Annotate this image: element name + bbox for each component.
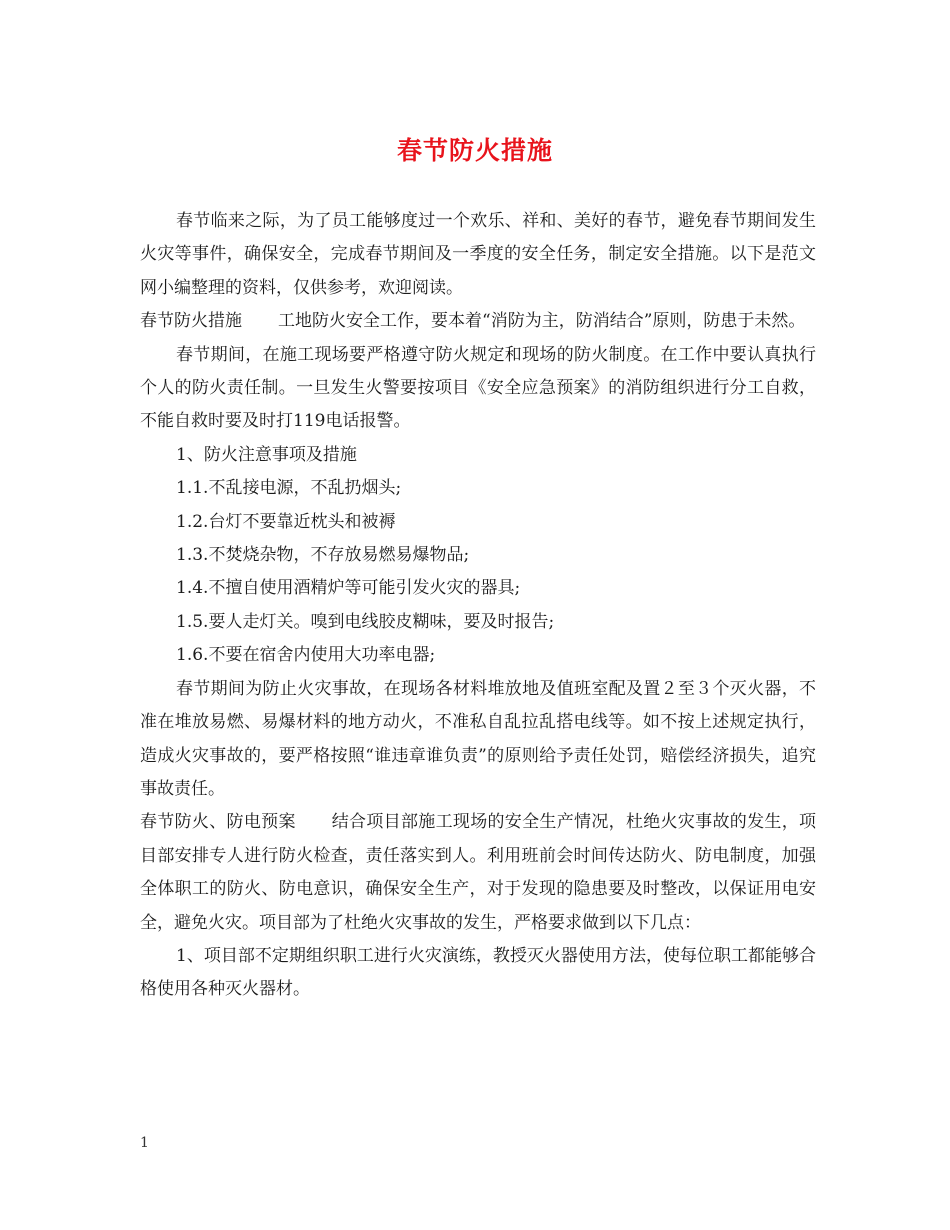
- intro-paragraph: 春节临来之际，为了员工能够度过一个欢乐、祥和、美好的春节，避免春节期间发生火灾等事件，确保安全，完成春节期间及一季度的安全任务，制定安全措施。以下是范文网小编整理的资料，仅供参考，欢迎阅读。: [140, 211, 816, 298]
- list-item: 1.3.不焚烧杂物，不存放易燃易爆物品;: [176, 545, 470, 566]
- list-item: 1.2.台灯不要靠近枕头和被褥: [176, 511, 396, 532]
- body-paragraph-extinguishers: 春节期间为防止火灾事故，在现场各材料堆放地及值班室配及置２至３个灭火器，不准在堆放易燃、易爆材料的地方动火，不准私自乱拉乱搭电线等。如不按上述规定执行，造成火灾事故的，要严格按照“谁违章谁负责”的原则给予责任处罚，赔偿经济损失，追究事故责任。: [140, 678, 816, 799]
- section-paragraph-fire-measures: [140, 305, 816, 338]
- section-heading-fire-electric-plan: 春节防火、防电预案: [140, 812, 296, 833]
- list-item: 1.6.不要在宿舍内使用大功率电器;: [176, 645, 436, 666]
- body-paragraph-drills: 1、项目部不定期组织职工进行火灾演练，教授灭火器使用方法，使每位职工都能够合格使用各种灭火器材。: [140, 945, 816, 1000]
- section-text-fire-electric-plan: 结合项目部施工现场的安全生产情况，杜绝火灾事故的发生，项目部安排专人进行防火检查，责任落实到人。利用班前会时间传达防火、防电制度，加强全体职工的防火、防电意识，确保安全生产，对于发现的隐患要及时整改，以保证用电安全，避免火灾。项目部为了杜绝火灾事故的发生，严格要求做到以下几点：: [140, 812, 816, 933]
- list-item: 1.5.要人走灯关。嗅到电线胶皮糊味，要及时报告;: [176, 611, 555, 632]
- document-body: [140, 205, 816, 1007]
- page-number: 1: [140, 1135, 149, 1151]
- list-item: 1.4.不擅自使用酒精炉等可能引发火灾的器具;: [176, 578, 521, 599]
- section-paragraph-fire-electric-plan: [140, 806, 816, 940]
- document-title: 春节防火措施: [396, 136, 553, 165]
- section-heading-fire-measures: 春节防火措施: [140, 311, 242, 332]
- body-paragraph-site-rules: 春节期间，在施工现场要严格遵守防火规定和现场的防火制度。在工作中要认真执行个人的防火责任制。一旦发生火警要按项目《安全应急预案》的消防组织进行分工自救，不能自救时要及时打119电话报警。: [140, 344, 816, 432]
- list-heading: 1、防火注意事项及措施: [176, 444, 357, 465]
- section-text-fire-measures: 工地防火安全工作，要本着“消防为主，防消结合”原则，防患于未然。: [278, 311, 806, 332]
- list-item: 1.1.不乱接电源，不乱扔烟头;: [176, 478, 402, 499]
